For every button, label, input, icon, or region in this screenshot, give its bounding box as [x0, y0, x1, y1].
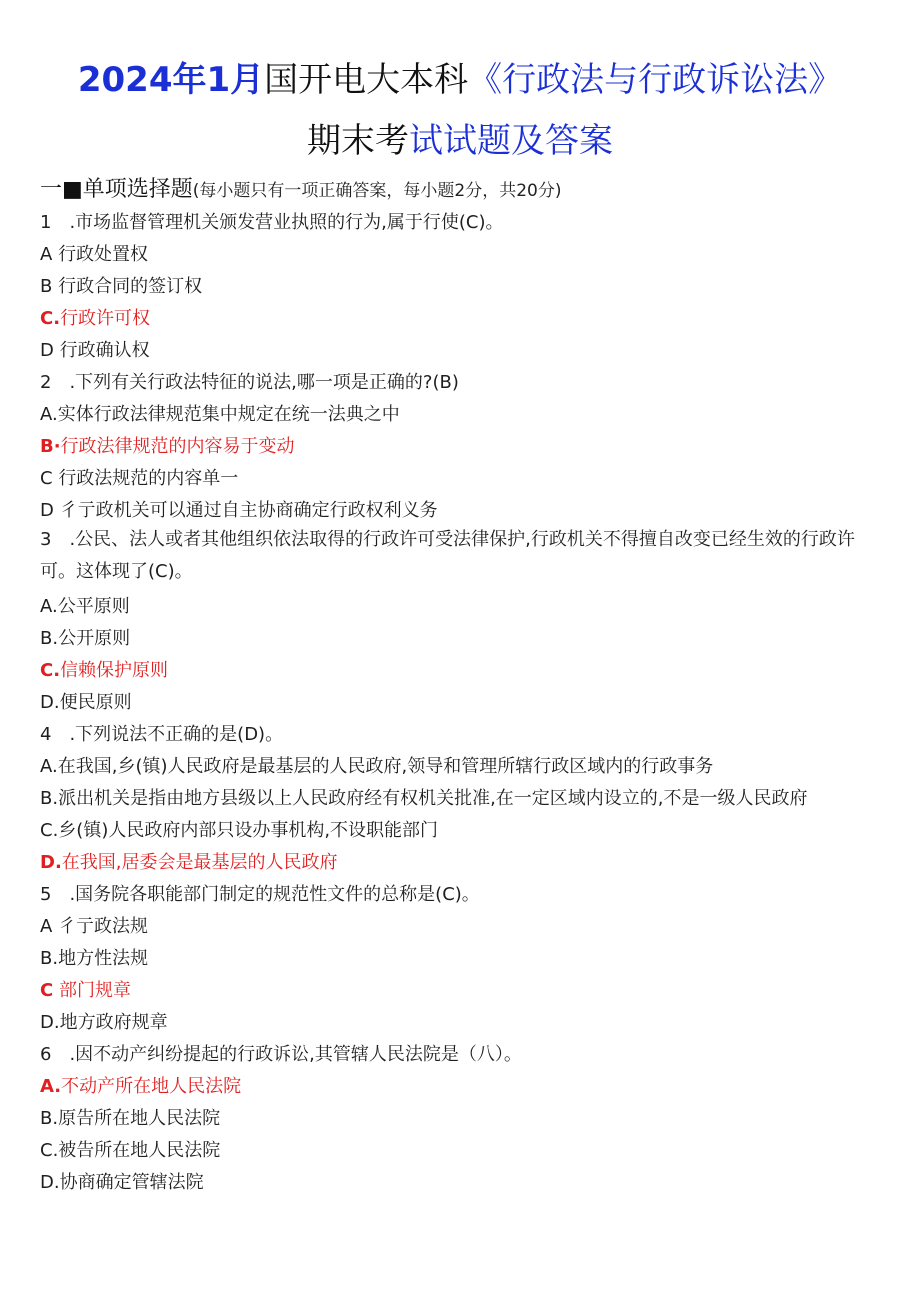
option-label: A.: [40, 1076, 62, 1097]
option-text: 信赖保护原则: [60, 660, 169, 681]
section-header: [40, 172, 562, 203]
title-answers: 试试题及答案: [409, 121, 613, 161]
option: [40, 1136, 220, 1162]
option-label: D: [40, 500, 54, 521]
option-label: B.: [40, 628, 59, 649]
option-text: 派出机关是指由地方县级以上人民政府经有权机关批准,在一定区域内设立的,不是一级人民政府: [58, 788, 808, 809]
option-label: A: [40, 916, 53, 937]
option: [40, 944, 148, 970]
option-text: 被告所在地人民法院: [58, 1140, 221, 1161]
option-label: B.: [40, 948, 59, 969]
correct-option: [40, 848, 338, 874]
option: [40, 496, 438, 522]
section-heading: 一■单项选择题: [40, 177, 193, 202]
option-text: 行政合同的签订权: [58, 276, 203, 297]
option-text: 便民原则: [59, 692, 132, 713]
option: [40, 1008, 168, 1034]
option-text: 行政许可权: [60, 308, 151, 329]
option-label: C: [40, 468, 53, 489]
question-stem: 2 .下列有关行政法特征的说法,哪一项是正确的?(B): [40, 372, 459, 393]
correct-option: [40, 304, 150, 330]
option-text: 在我国,乡(镇)人民政府是最基层的人民政府,领导和管理所辖行政区域内的行政事务: [57, 756, 714, 777]
option-label: C.: [40, 1140, 59, 1161]
option-text: 彳亍政法规: [58, 916, 149, 937]
title-date: 2024年1月: [77, 60, 265, 100]
option-text: 乡(镇)人民政府内部只设办事机构,不设职能部门: [58, 820, 439, 841]
option: [40, 464, 238, 490]
option-text: 地方政府规章: [59, 1012, 168, 1033]
option-label: A.: [40, 404, 58, 425]
option-label: C.: [40, 660, 61, 681]
option-label: B.: [40, 1108, 59, 1129]
option-label: D.: [40, 692, 60, 713]
option: [40, 784, 808, 810]
option-label: C.: [40, 820, 59, 841]
option-label: D.: [40, 852, 62, 873]
option: [40, 272, 202, 298]
option: [40, 752, 713, 778]
title-school: 国开电大本科: [264, 60, 469, 100]
question-stem: 3 .公民、法人或者其他组织依法取得的行政许可受法律保护,行政机关不得擅自改变已经生效的行政许可。这体现了(C)。: [40, 529, 855, 582]
question-stem: 4 .下列说法不正确的是(D)。: [40, 724, 284, 745]
option-label: C: [40, 980, 54, 1001]
correct-option: [40, 1072, 241, 1098]
option: [40, 912, 148, 938]
option-label: D.: [40, 1012, 60, 1033]
correct-option: [40, 656, 168, 682]
option-label: B.: [40, 788, 59, 809]
question-stem: 1 .市场监督管理机关颁发营业执照的行为,属于行使(C)。: [40, 212, 504, 233]
option: [40, 816, 438, 842]
option-text: 行政确认权: [59, 340, 150, 361]
correct-option: [40, 976, 131, 1002]
option-label: A.: [40, 756, 58, 777]
option-text: 地方性法规: [58, 948, 149, 969]
option: [40, 688, 132, 714]
option: [40, 1168, 204, 1194]
option: [40, 240, 148, 266]
section-note: (每小题只有一项正确答案，每小题2分，共20分): [192, 181, 562, 201]
option-text: 行政处置权: [58, 244, 149, 265]
question-stem: 6 .因不动产纠纷提起的行政诉讼,其管辖人民法院是（八）。: [40, 1044, 522, 1065]
option: [40, 592, 130, 618]
correct-option: [40, 432, 295, 458]
option-label: A: [40, 244, 53, 265]
question-stem: 5 .国务院各职能部门制定的规范性文件的总称是(C)。: [40, 884, 480, 905]
option: [40, 1104, 220, 1130]
title-exam: 期末考: [307, 121, 409, 161]
option-text: 公开原则: [58, 628, 131, 649]
option-text: 部门规章: [58, 980, 131, 1001]
title-course: 《行政法与行政诉讼法》: [468, 60, 843, 100]
option-label: A.: [40, 596, 58, 617]
option-text: 不动产所在地人民法院: [61, 1076, 242, 1097]
option-text: 原告所在地人民法院: [58, 1108, 221, 1129]
option: [40, 624, 130, 650]
document-title-line-1: [0, 52, 920, 101]
option-text: 实体行政法律规范集中规定在统一法典之中: [57, 404, 400, 425]
option-text: 协商确定管辖法院: [59, 1172, 204, 1193]
option-text: 公平原则: [57, 596, 130, 617]
option: [40, 336, 150, 362]
option-label: D.: [40, 1172, 60, 1193]
option-label: B·: [40, 436, 61, 457]
option-label: B: [40, 276, 53, 297]
option-text: 行政法规范的内容单一: [58, 468, 239, 489]
option-label: D: [40, 340, 54, 361]
option-label: C.: [40, 308, 61, 329]
option-text: 行政法律规范的内容易于变动: [60, 436, 295, 457]
document-title-line-2: [0, 113, 920, 162]
option-text: 在我国,居委会是最基层的人民政府: [61, 852, 338, 873]
option-text: 彳亍政机关可以通过自主协商确定行政权利义务: [59, 500, 438, 521]
option: [40, 400, 400, 426]
